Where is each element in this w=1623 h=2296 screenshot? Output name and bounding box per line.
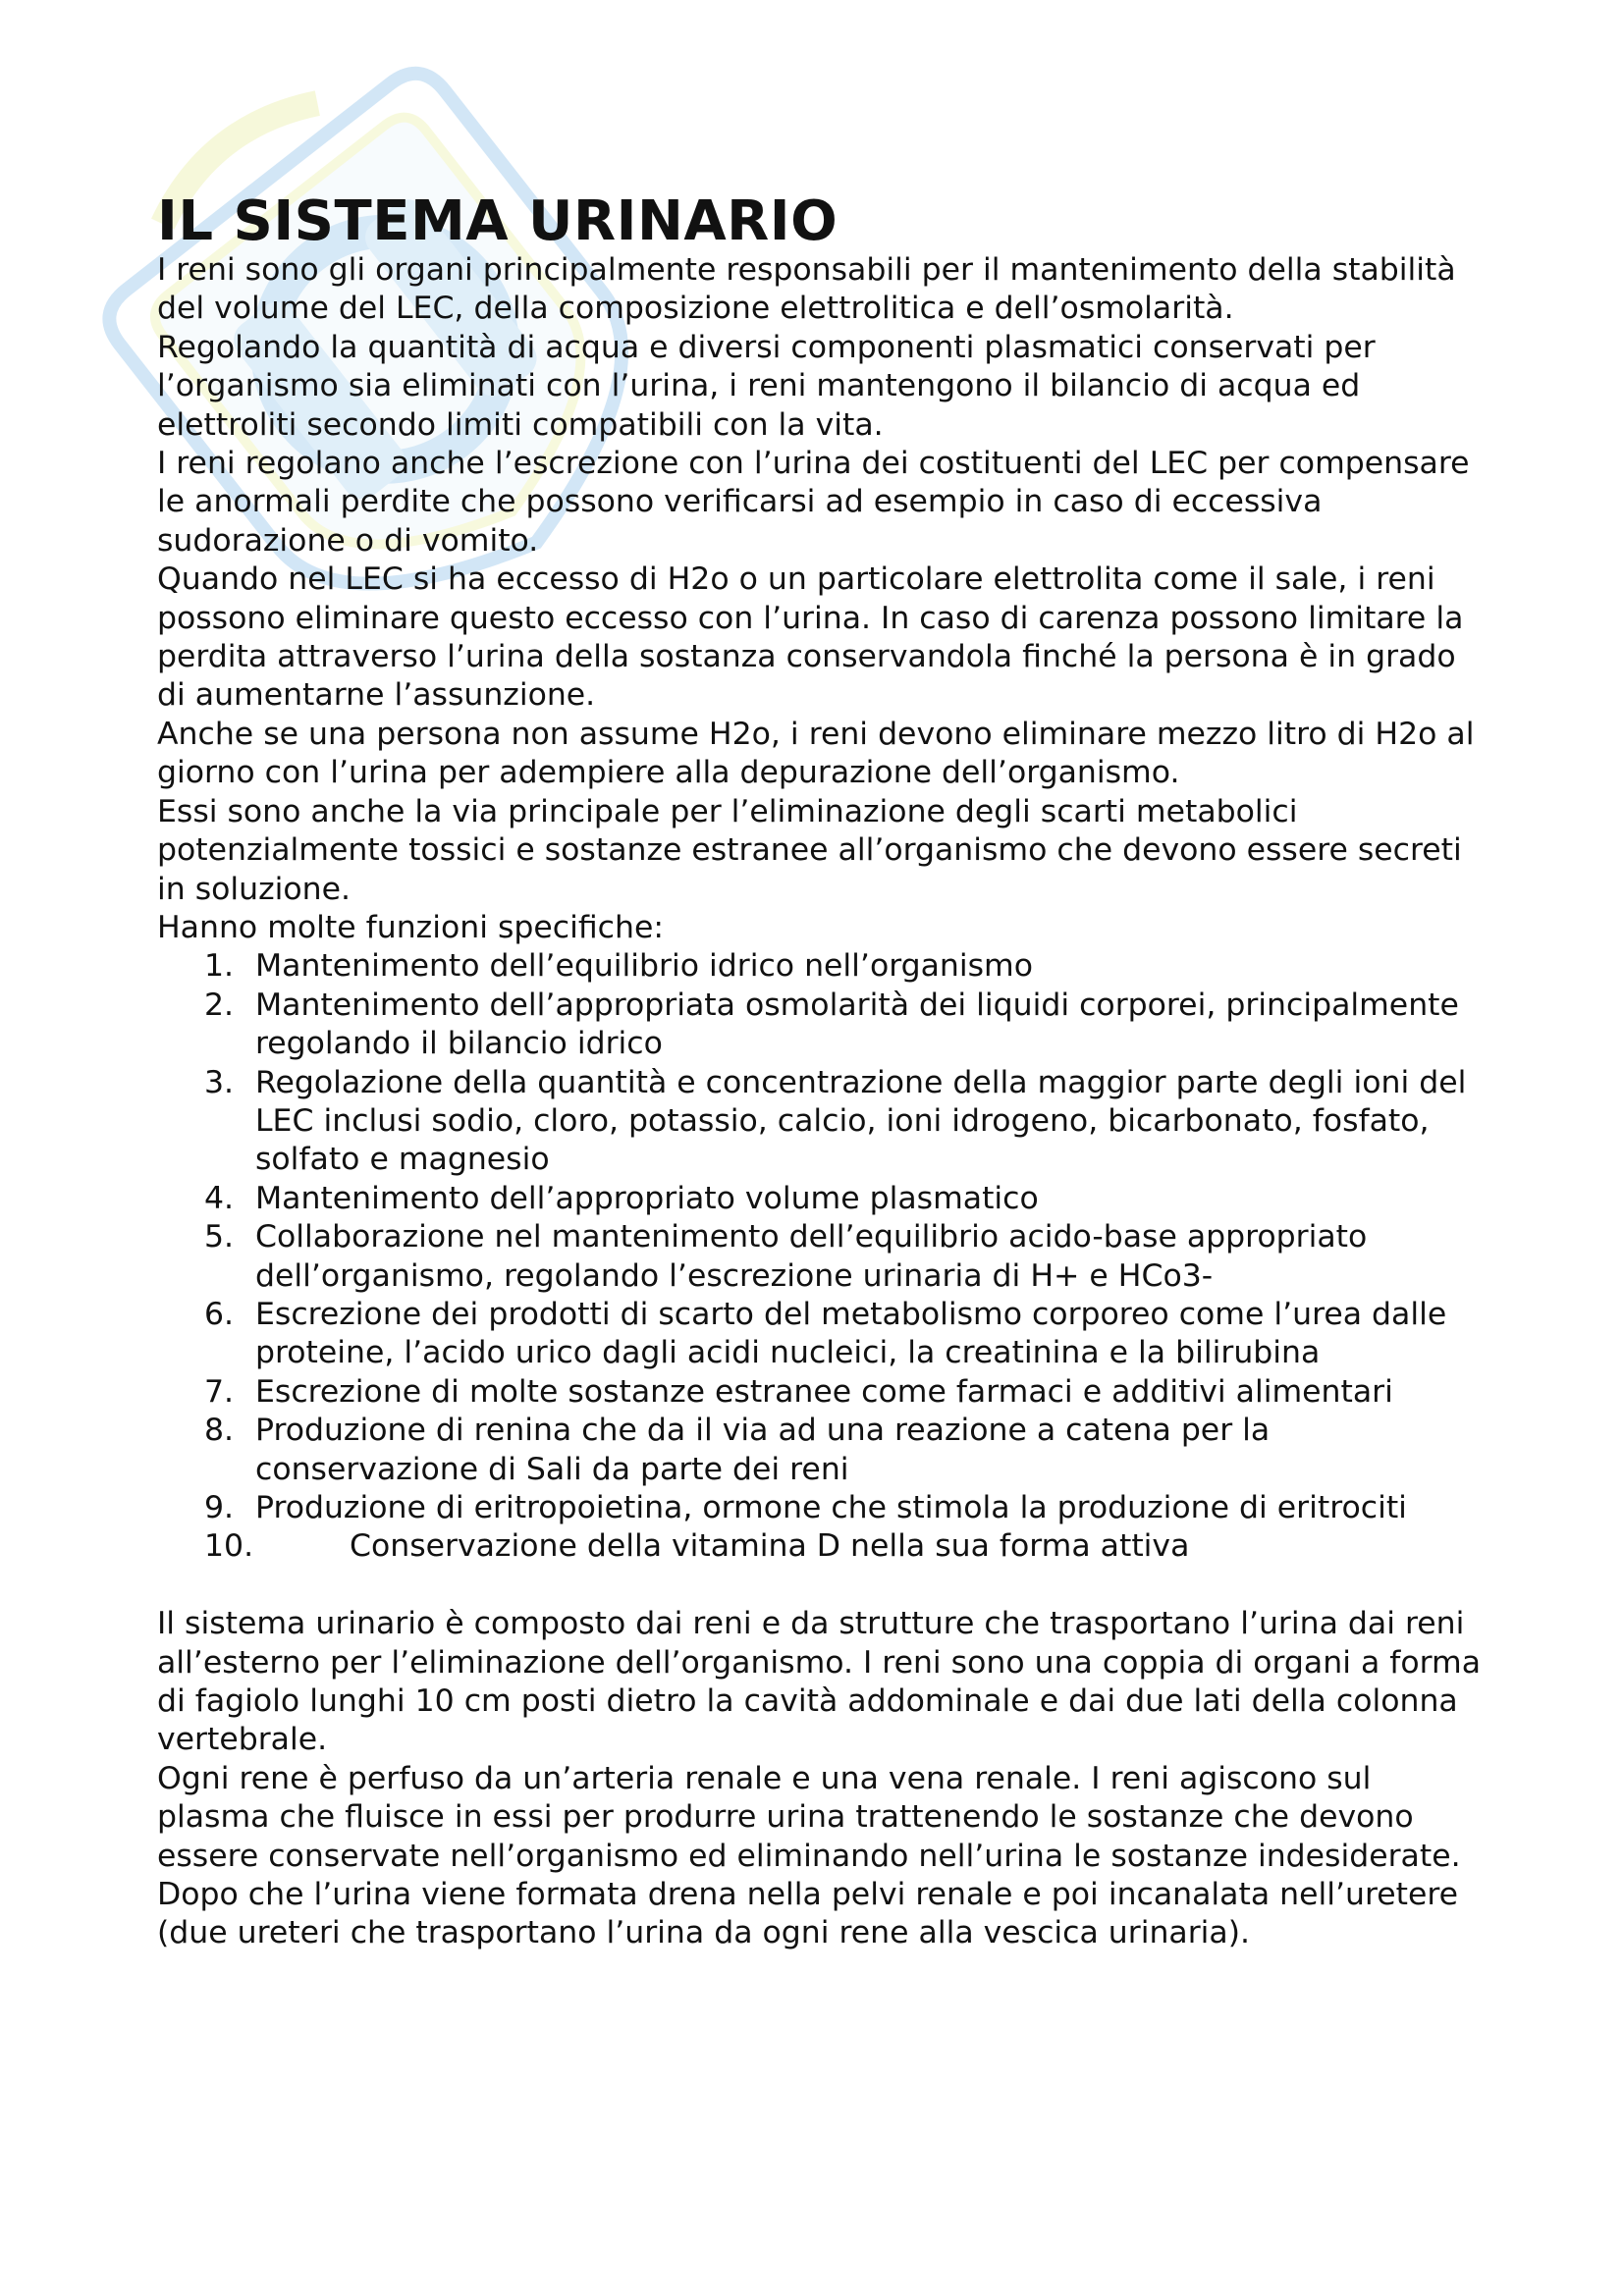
functions-lead-in: Hanno molte funzioni specifiche:: [157, 909, 664, 945]
list-item-text: Produzione di renina che da il via ad una reazione a catena per la conservazione di Sali da parte dei reni: [255, 1413, 1271, 1487]
list-item-number: 2.: [204, 987, 235, 1023]
list-item-number: 8.: [204, 1413, 235, 1449]
list-item-number: 4.: [204, 1180, 235, 1216]
outro-paragraph-1: Il sistema urinario è composto dai reni e da strutture che trasportano l’urina dai reni all’esterno per l’eliminazione dell’organismo. I reni sono una coppia di organi a forma di fagiolo lunghi 10 cm posti dietro la cavità addominale e dai due lati della colonna vertebrale.: [157, 1606, 1482, 1758]
intro-paragraph-3: I reni regolano anche l’escrezione con l’urina dei costituenti del LEC per compensare le anormali perdite che possono verificarsi ad esempio in caso di eccessiva sudorazione o di vomito.: [157, 446, 1470, 559]
list-item-number: 9.: [204, 1490, 235, 1525]
list-item-text: Escrezione dei prodotti di scarto del metabolismo corporeo come l’urea dalle proteine, l’acido urico dagli acidi nucleici, la creatinina e la bilirubina: [255, 1296, 1447, 1371]
outro-paragraph-2: Ogni rene è perfuso da un’arteria renale e una vena renale. I reni agiscono sul plasma che fluisce in essi per produrre urina trattenendo le sostanze che devono essere conservate nell’organismo ed eliminando nell’urina le sostanze indesiderate.: [157, 1760, 1461, 1874]
list-item-number: 7.: [204, 1373, 235, 1410]
list-item: [157, 1218, 1492, 1296]
intro-paragraph-6: Essi sono anche la via principale per l’eliminazione degli scarti metabolici potenzialmente tossici e sostanze estranee all’organismo che devono essere secreti in soluzione.: [157, 793, 1462, 907]
list-item: [157, 1296, 1492, 1373]
list-item-number: 3.: [204, 1064, 235, 1100]
intro-paragraph-2: Regolando la quantità di acqua e diversi componenti plasmatici conservati per l’organismo sia eliminati con l’urina, i reni mantengono il bilancio di acqua ed elettroliti secondo limiti compatibili con la vita.: [157, 329, 1376, 443]
list-item: [157, 1373, 1492, 1412]
list-item: [157, 1412, 1492, 1489]
list-item-number: 5.: [204, 1219, 235, 1255]
list-item-text: Produzione di eritropoietina, ormone che stimola la produzione di eritrociti: [255, 1490, 1407, 1525]
list-item: [157, 1489, 1492, 1527]
list-item-text: Collaborazione nel mantenimento dell’equilibrio acido-base appropriato dell’organismo, regolando l’escrezione urinaria di H+ e HCo3-: [255, 1219, 1368, 1294]
functions-list: [157, 947, 1492, 1567]
list-item-text: Conservazione della vitamina D nella sua forma attiva: [350, 1528, 1190, 1565]
intro-paragraph-1: I reni sono gli organi principalmente responsabili per il mantenimento della stabilità del volume del LEC, della composizione elettrolitica e dell’osmolarità.: [157, 252, 1456, 327]
list-item-text: Escrezione di molte sostanze estranee come farmaci e additivi alimentari: [255, 1373, 1393, 1410]
list-item-text: Regolazione della quantità e concentrazione della maggior parte degli ioni del LEC inclusi sodio, cloro, potassio, calcio, ioni idrogeno, bicarbonato, fosfato, solfato e magnesio: [255, 1064, 1467, 1178]
outro-paragraph-3: Dopo che l’urina viene formata drena nella pelvi renale e poi incanalata nell’uretere (due ureteri che trasportano l’urina da ogni rene alla vescica urinaria).: [157, 1877, 1458, 1951]
intro-paragraph-4: Quando nel LEC si ha eccesso di H2o o un particolare elettrolita come il sale, i reni possono eliminare questo eccesso con l’urina. In caso di carenza possono limitare la perdita attraverso l’urina della sostanza conservandola finché la persona è in grado di aumentarne l’assunzione.: [157, 561, 1464, 714]
list-item-number: 10.: [204, 1528, 254, 1565]
page-title: IL SISTEMA URINARIO: [157, 189, 839, 253]
list-item: [157, 1180, 1492, 1218]
list-item: [157, 987, 1492, 1064]
list-item-number: 1.: [204, 948, 235, 985]
list-item: [157, 1527, 1492, 1566]
blank-line: [157, 1567, 1492, 1605]
list-item-text: Mantenimento dell’equilibrio idrico nell’organismo: [255, 948, 1033, 985]
list-item: [157, 1064, 1492, 1180]
list-item-text: Mantenimento dell’appropriato volume plasmatico: [255, 1180, 1039, 1216]
list-item-number: 6.: [204, 1296, 235, 1332]
list-item: [157, 947, 1492, 986]
document-page: [157, 189, 1492, 1953]
intro-paragraph-5: Anche se una persona non assume H2o, i reni devono eliminare mezzo litro di H2o al giorno con l’urina per adempiere alla depurazione dell’organismo.: [157, 716, 1475, 791]
list-item-text: Mantenimento dell’appropriata osmolarità dei liquidi corporei, principalmente regolando il bilancio idrico: [255, 987, 1459, 1062]
